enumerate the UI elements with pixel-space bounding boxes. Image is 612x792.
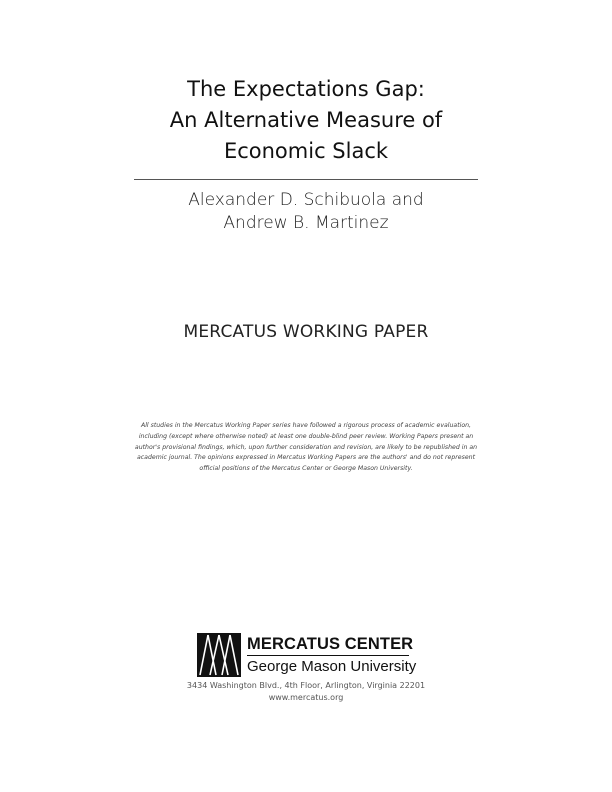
mercatus-logo-mark-icon (197, 633, 241, 677)
logo-subtitle: George Mason University (247, 658, 417, 675)
author-line-2: Andrew B. Martinez (223, 213, 389, 233)
disclaimer-line-1: All studies in the Mercatus Working Paper series have followed a rigorous process of academic evaluation, (140, 422, 472, 429)
series-label: MERCATUS WORKING PAPER (183, 322, 429, 342)
website-link[interactable]: www.mercatus.org (268, 693, 344, 702)
disclaimer-line-3: author's provisional findings, which, upon further consideration and revision, are likely to be republished in an (134, 443, 478, 451)
author-line-1: Alexander D. Schibuola and (188, 190, 424, 210)
title-line-2: An Alternative Measure of (169, 108, 443, 132)
logo-divider (247, 655, 409, 656)
logo-name: MERCATUS CENTER (247, 635, 414, 653)
paper-title (0, 74, 612, 167)
disclaimer-line-4: academic journal. The opinions expressed in Mercatus Working Papers are the authors' and do not represent (136, 454, 475, 462)
authors (0, 189, 612, 235)
title-line-1: The Expectations Gap: (187, 77, 425, 101)
disclaimer-line-2: including (except where otherwise noted) at least one double-blind peer review. Working Papers present an (138, 432, 474, 440)
street-address: 3434 Washington Blvd., 4th Floor, Arlington, Virginia 22201 (186, 681, 426, 690)
disclaimer-line-5: official positions of the Mercatus Center or George Mason University. (199, 465, 413, 473)
title-line-3: Economic Slack (223, 139, 389, 163)
disclaimer (126, 421, 486, 475)
mercatus-logo (197, 633, 417, 677)
address-block (0, 680, 612, 704)
title-divider (134, 179, 478, 180)
